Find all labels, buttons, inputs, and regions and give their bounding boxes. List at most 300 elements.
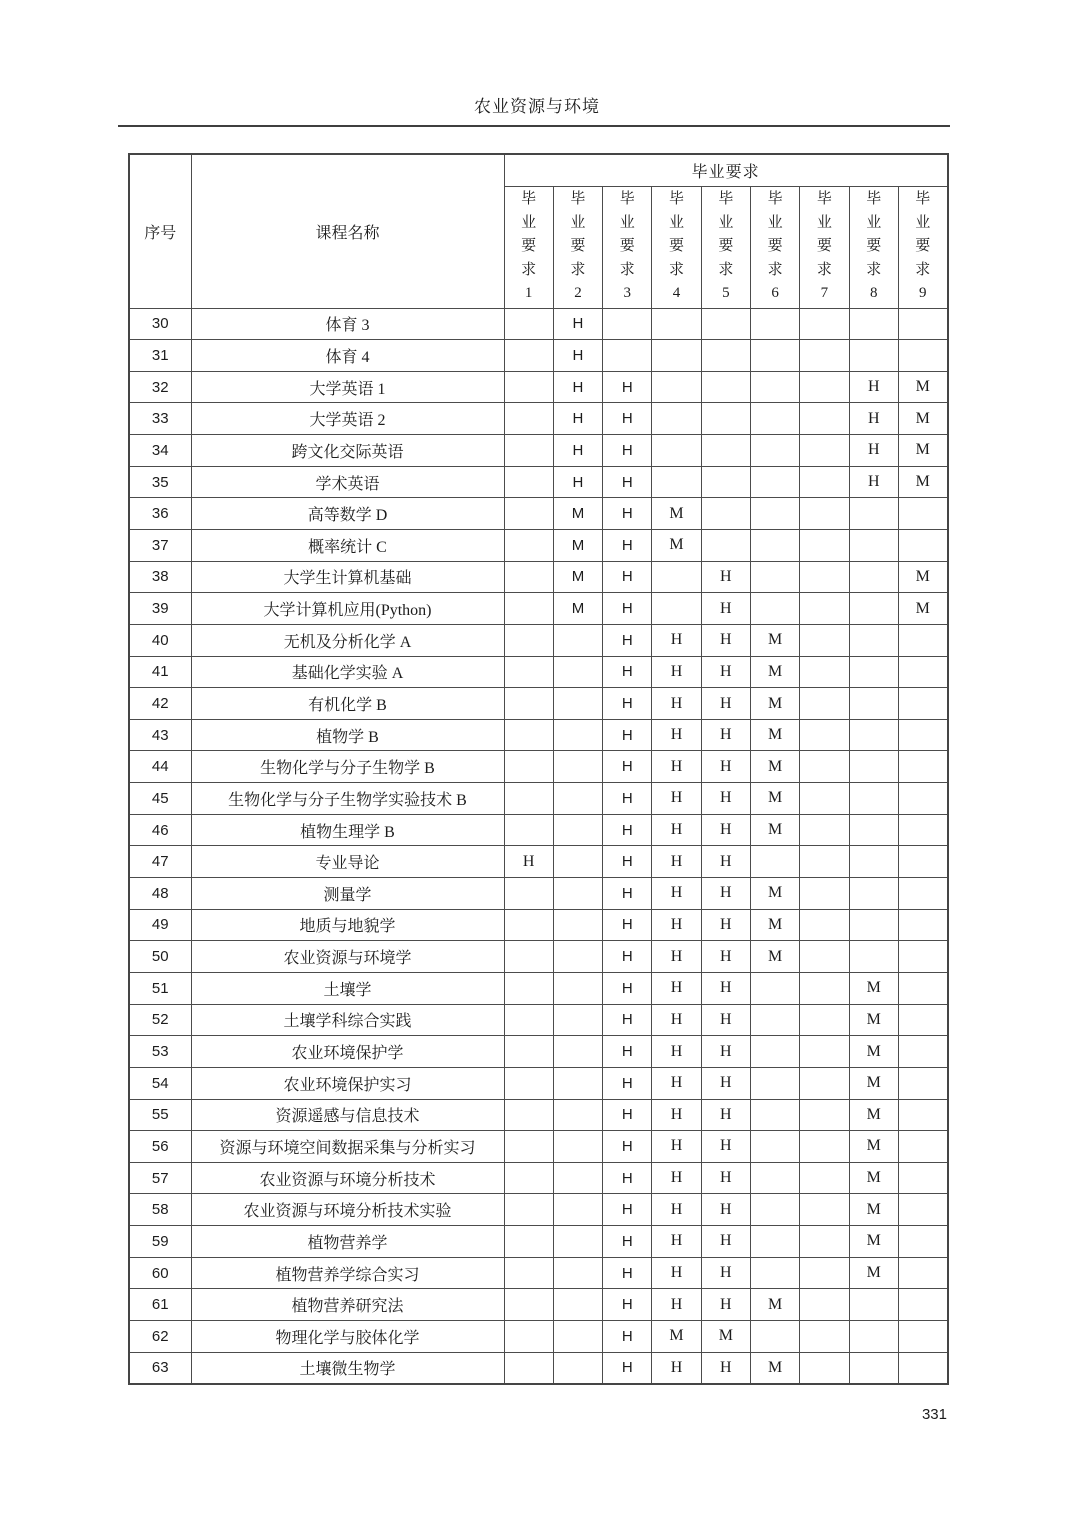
req-1-mark bbox=[504, 909, 553, 941]
req-2-mark: H bbox=[553, 308, 602, 340]
req-9-mark bbox=[898, 1194, 947, 1226]
req-7-mark bbox=[800, 972, 849, 1004]
req-3-mark: H bbox=[603, 688, 652, 720]
req-4-mark bbox=[652, 561, 701, 593]
req-5-mark: H bbox=[701, 561, 750, 593]
table-row bbox=[129, 1352, 948, 1384]
req-9-mark: M bbox=[898, 403, 947, 435]
table-row bbox=[129, 1162, 948, 1194]
req-8-mark bbox=[849, 561, 898, 593]
req-4-mark: H bbox=[652, 656, 701, 688]
table-row bbox=[129, 403, 948, 435]
course-name: 植物营养学 bbox=[191, 1226, 504, 1258]
req-6-mark: M bbox=[750, 656, 799, 688]
column-header-req-2 bbox=[553, 186, 602, 308]
req-7-mark bbox=[800, 909, 849, 941]
req-9-mark bbox=[898, 1289, 947, 1321]
req-3-mark: H bbox=[603, 466, 652, 498]
req-3-mark: H bbox=[603, 814, 652, 846]
table-row bbox=[129, 371, 948, 403]
req-6-mark bbox=[750, 1257, 799, 1289]
req-3-mark: H bbox=[603, 1352, 652, 1384]
req-8-mark bbox=[849, 751, 898, 783]
course-name: 有机化学 B bbox=[191, 688, 504, 720]
table-row bbox=[129, 1321, 948, 1353]
req-5-mark: H bbox=[701, 1067, 750, 1099]
req-6-mark: M bbox=[750, 751, 799, 783]
req-4-mark bbox=[652, 593, 701, 625]
req-2-mark bbox=[553, 719, 602, 751]
req-8-mark bbox=[849, 783, 898, 815]
table-header bbox=[129, 154, 948, 308]
req-4-mark: M bbox=[652, 1321, 701, 1353]
table-row bbox=[129, 340, 948, 372]
req-3-mark: H bbox=[603, 972, 652, 1004]
req-4-mark: H bbox=[652, 1194, 701, 1226]
course-name: 体育 3 bbox=[191, 308, 504, 340]
column-header-req-9 bbox=[898, 186, 947, 308]
req-3-mark: H bbox=[603, 1131, 652, 1163]
req-2-mark: M bbox=[553, 593, 602, 625]
table-row bbox=[129, 846, 948, 878]
req-8-mark: M bbox=[849, 1194, 898, 1226]
req-2-mark bbox=[553, 624, 602, 656]
req-9-mark bbox=[898, 846, 947, 878]
course-serial-number: 34 bbox=[129, 435, 191, 467]
req-4-mark: H bbox=[652, 688, 701, 720]
course-serial-number: 32 bbox=[129, 371, 191, 403]
req-8-mark: M bbox=[849, 1226, 898, 1258]
course-serial-number: 50 bbox=[129, 941, 191, 973]
req-3-mark: H bbox=[603, 561, 652, 593]
course-serial-number: 48 bbox=[129, 878, 191, 910]
req-2-mark bbox=[553, 783, 602, 815]
req-7-mark bbox=[800, 1289, 849, 1321]
req-1-mark bbox=[504, 529, 553, 561]
course-serial-number: 39 bbox=[129, 593, 191, 625]
req-6-mark bbox=[750, 1099, 799, 1131]
req-8-mark bbox=[849, 688, 898, 720]
req-8-mark bbox=[849, 529, 898, 561]
req-2-mark bbox=[553, 941, 602, 973]
req-4-mark: M bbox=[652, 529, 701, 561]
req-9-mark bbox=[898, 340, 947, 372]
req-7-mark bbox=[800, 814, 849, 846]
course-serial-number: 46 bbox=[129, 814, 191, 846]
req-1-mark bbox=[504, 403, 553, 435]
req-2-mark bbox=[553, 1131, 602, 1163]
course-name: 土壤学科综合实践 bbox=[191, 1004, 504, 1036]
req-8-mark: H bbox=[849, 371, 898, 403]
req-9-mark bbox=[898, 719, 947, 751]
req-6-mark bbox=[750, 403, 799, 435]
req-1-mark bbox=[504, 498, 553, 530]
req-8-mark bbox=[849, 719, 898, 751]
course-table-body bbox=[129, 308, 948, 1384]
column-header-course-name: 课程名称 bbox=[191, 154, 504, 308]
req-3-mark: H bbox=[603, 1162, 652, 1194]
table-row bbox=[129, 308, 948, 340]
table-row bbox=[129, 972, 948, 1004]
course-name: 农业资源与环境分析技术实验 bbox=[191, 1194, 504, 1226]
req-1-mark bbox=[504, 1257, 553, 1289]
req-5-mark: H bbox=[701, 878, 750, 910]
req-8-mark bbox=[849, 624, 898, 656]
req-8-mark bbox=[849, 498, 898, 530]
table-row bbox=[129, 909, 948, 941]
table-row bbox=[129, 624, 948, 656]
req-2-mark bbox=[553, 909, 602, 941]
course-name: 体育 4 bbox=[191, 340, 504, 372]
req-6-mark bbox=[750, 1067, 799, 1099]
req-6-mark: M bbox=[750, 941, 799, 973]
req-5-mark: H bbox=[701, 1289, 750, 1321]
course-name: 大学生计算机基础 bbox=[191, 561, 504, 593]
req-4-mark bbox=[652, 466, 701, 498]
course-name: 跨文化交际英语 bbox=[191, 435, 504, 467]
req-5-mark: H bbox=[701, 1226, 750, 1258]
req-6-mark: M bbox=[750, 1352, 799, 1384]
req-5-mark: H bbox=[701, 624, 750, 656]
req-8-mark bbox=[849, 340, 898, 372]
req-7-mark bbox=[800, 846, 849, 878]
req-8-mark: H bbox=[849, 403, 898, 435]
req-7-mark bbox=[800, 1036, 849, 1068]
req-8-mark: M bbox=[849, 1036, 898, 1068]
course-name: 学术英语 bbox=[191, 466, 504, 498]
req-9-mark bbox=[898, 529, 947, 561]
req-4-mark: H bbox=[652, 1226, 701, 1258]
course-name: 专业导论 bbox=[191, 846, 504, 878]
req-1-mark bbox=[504, 1036, 553, 1068]
req-5-mark bbox=[701, 529, 750, 561]
course-serial-number: 55 bbox=[129, 1099, 191, 1131]
req-8-mark: M bbox=[849, 1004, 898, 1036]
req-1-mark bbox=[504, 751, 553, 783]
course-serial-number: 51 bbox=[129, 972, 191, 1004]
req-3-mark: H bbox=[603, 624, 652, 656]
req-6-mark bbox=[750, 846, 799, 878]
course-name: 农业资源与环境分析技术 bbox=[191, 1162, 504, 1194]
req-2-mark bbox=[553, 1099, 602, 1131]
req-3-mark: H bbox=[603, 403, 652, 435]
req-1-mark bbox=[504, 1352, 553, 1384]
req-4-mark: H bbox=[652, 814, 701, 846]
course-name: 农业环境保护学 bbox=[191, 1036, 504, 1068]
req-7-mark bbox=[800, 403, 849, 435]
req-6-mark bbox=[750, 1004, 799, 1036]
req-2-mark bbox=[553, 688, 602, 720]
req-1-mark bbox=[504, 593, 553, 625]
req-7-mark bbox=[800, 656, 849, 688]
req-8-mark: M bbox=[849, 1099, 898, 1131]
course-name: 植物学 B bbox=[191, 719, 504, 751]
req-7-mark bbox=[800, 783, 849, 815]
course-serial-number: 30 bbox=[129, 308, 191, 340]
table-row bbox=[129, 1036, 948, 1068]
req-5-mark: H bbox=[701, 972, 750, 1004]
req-8-mark: M bbox=[849, 1131, 898, 1163]
req-1-mark bbox=[504, 719, 553, 751]
req-9-mark bbox=[898, 878, 947, 910]
req-3-mark: H bbox=[603, 1099, 652, 1131]
req-3-mark: H bbox=[603, 909, 652, 941]
table-row bbox=[129, 1257, 948, 1289]
req-6-mark bbox=[750, 1226, 799, 1258]
req-4-mark: H bbox=[652, 941, 701, 973]
req-8-mark bbox=[849, 878, 898, 910]
course-name: 测量学 bbox=[191, 878, 504, 910]
course-serial-number: 40 bbox=[129, 624, 191, 656]
req-5-mark bbox=[701, 403, 750, 435]
req-6-mark bbox=[750, 435, 799, 467]
req-6-mark bbox=[750, 1321, 799, 1353]
req-2-mark bbox=[553, 1289, 602, 1321]
req-2-mark bbox=[553, 751, 602, 783]
req-2-mark: H bbox=[553, 466, 602, 498]
req-8-mark bbox=[849, 656, 898, 688]
req-9-mark: M bbox=[898, 466, 947, 498]
req-5-mark: H bbox=[701, 846, 750, 878]
req-1-mark bbox=[504, 1162, 553, 1194]
req-1-mark bbox=[504, 1226, 553, 1258]
req-4-mark: H bbox=[652, 719, 701, 751]
req-2-label: 毕业要求2 bbox=[570, 191, 586, 302]
curriculum-requirements-table bbox=[128, 153, 949, 1385]
req-5-mark: H bbox=[701, 1004, 750, 1036]
column-header-serial: 序号 bbox=[129, 154, 191, 308]
req-2-mark bbox=[553, 1226, 602, 1258]
req-1-mark bbox=[504, 878, 553, 910]
req-9-mark bbox=[898, 1321, 947, 1353]
req-9-mark bbox=[898, 783, 947, 815]
course-name: 资源遥感与信息技术 bbox=[191, 1099, 504, 1131]
req-3-mark: H bbox=[603, 1036, 652, 1068]
req-8-mark: H bbox=[849, 435, 898, 467]
course-serial-number: 49 bbox=[129, 909, 191, 941]
req-4-mark: H bbox=[652, 1289, 701, 1321]
req-2-mark bbox=[553, 1004, 602, 1036]
req-1-mark bbox=[504, 435, 553, 467]
course-serial-number: 62 bbox=[129, 1321, 191, 1353]
req-4-label: 毕业要求4 bbox=[669, 191, 685, 302]
req-6-mark: M bbox=[750, 783, 799, 815]
req-6-mark bbox=[750, 466, 799, 498]
course-name: 土壤学 bbox=[191, 972, 504, 1004]
req-3-mark: H bbox=[603, 751, 652, 783]
title-divider-rule bbox=[118, 125, 950, 127]
req-2-mark: M bbox=[553, 529, 602, 561]
req-6-mark bbox=[750, 340, 799, 372]
req-7-mark bbox=[800, 751, 849, 783]
req-7-mark bbox=[800, 624, 849, 656]
req-7-mark bbox=[800, 1257, 849, 1289]
req-9-mark bbox=[898, 941, 947, 973]
table-row bbox=[129, 656, 948, 688]
req-7-mark bbox=[800, 1099, 849, 1131]
req-3-mark bbox=[603, 308, 652, 340]
req-2-mark bbox=[553, 814, 602, 846]
table-row bbox=[129, 1289, 948, 1321]
req-6-mark bbox=[750, 498, 799, 530]
page-title: 农业资源与环境 bbox=[474, 97, 600, 116]
req-2-mark: M bbox=[553, 561, 602, 593]
course-serial-number: 54 bbox=[129, 1067, 191, 1099]
req-4-mark: H bbox=[652, 1162, 701, 1194]
req-1-mark bbox=[504, 371, 553, 403]
req-9-mark bbox=[898, 1352, 947, 1384]
table-row bbox=[129, 688, 948, 720]
course-serial-number: 58 bbox=[129, 1194, 191, 1226]
course-serial-number: 59 bbox=[129, 1226, 191, 1258]
req-9-mark bbox=[898, 1067, 947, 1099]
req-7-mark bbox=[800, 1004, 849, 1036]
req-8-mark: M bbox=[849, 1162, 898, 1194]
req-4-mark bbox=[652, 403, 701, 435]
req-8-label: 毕业要求8 bbox=[866, 191, 882, 302]
req-5-label: 毕业要求5 bbox=[718, 191, 734, 302]
req-1-mark bbox=[504, 1289, 553, 1321]
req-3-label: 毕业要求3 bbox=[619, 191, 635, 302]
req-1-mark bbox=[504, 624, 553, 656]
table-row bbox=[129, 561, 948, 593]
req-2-mark bbox=[553, 846, 602, 878]
column-header-req-3 bbox=[603, 186, 652, 308]
req-4-mark: H bbox=[652, 1352, 701, 1384]
req-8-mark bbox=[849, 1321, 898, 1353]
req-7-mark bbox=[800, 688, 849, 720]
table-row bbox=[129, 529, 948, 561]
req-2-mark bbox=[553, 878, 602, 910]
table-row bbox=[129, 498, 948, 530]
req-3-mark: H bbox=[603, 656, 652, 688]
req-1-mark bbox=[504, 688, 553, 720]
req-3-mark: H bbox=[603, 435, 652, 467]
req-3-mark: H bbox=[603, 846, 652, 878]
req-3-mark: H bbox=[603, 1321, 652, 1353]
req-4-mark: H bbox=[652, 751, 701, 783]
course-name: 资源与环境空间数据采集与分析实习 bbox=[191, 1131, 504, 1163]
req-8-mark bbox=[849, 814, 898, 846]
req-1-mark bbox=[504, 561, 553, 593]
req-9-mark: M bbox=[898, 371, 947, 403]
req-2-mark bbox=[553, 1194, 602, 1226]
req-5-mark: H bbox=[701, 814, 750, 846]
req-6-mark bbox=[750, 1194, 799, 1226]
course-name: 基础化学实验 A bbox=[191, 656, 504, 688]
page-number: 331 bbox=[921, 1406, 947, 1423]
req-1-label: 毕业要求1 bbox=[521, 191, 537, 302]
course-serial-number: 37 bbox=[129, 529, 191, 561]
req-5-mark bbox=[701, 308, 750, 340]
course-name: 概率统计 C bbox=[191, 529, 504, 561]
req-7-mark bbox=[800, 1131, 849, 1163]
req-2-mark bbox=[553, 972, 602, 1004]
req-1-mark bbox=[504, 1099, 553, 1131]
req-4-mark bbox=[652, 340, 701, 372]
req-6-mark: M bbox=[750, 1289, 799, 1321]
req-9-mark bbox=[898, 1131, 947, 1163]
req-3-mark: H bbox=[603, 371, 652, 403]
req-7-mark bbox=[800, 435, 849, 467]
course-name: 物理化学与胶体化学 bbox=[191, 1321, 504, 1353]
column-header-req-8 bbox=[849, 186, 898, 308]
req-7-mark bbox=[800, 1067, 849, 1099]
req-1-mark bbox=[504, 972, 553, 1004]
req-9-mark bbox=[898, 624, 947, 656]
req-1-mark: H bbox=[504, 846, 553, 878]
req-2-mark: H bbox=[553, 435, 602, 467]
req-5-mark: H bbox=[701, 656, 750, 688]
req-3-mark: H bbox=[603, 1067, 652, 1099]
req-5-mark: H bbox=[701, 593, 750, 625]
req-7-mark bbox=[800, 498, 849, 530]
req-5-mark bbox=[701, 498, 750, 530]
table-row bbox=[129, 466, 948, 498]
table-row bbox=[129, 1099, 948, 1131]
req-5-mark: H bbox=[701, 1194, 750, 1226]
req-9-mark bbox=[898, 498, 947, 530]
req-5-mark: H bbox=[701, 719, 750, 751]
table-row bbox=[129, 751, 948, 783]
course-serial-number: 63 bbox=[129, 1352, 191, 1384]
course-name: 农业环境保护实习 bbox=[191, 1067, 504, 1099]
req-6-mark bbox=[750, 561, 799, 593]
req-4-mark: H bbox=[652, 1036, 701, 1068]
req-5-mark bbox=[701, 435, 750, 467]
course-serial-number: 57 bbox=[129, 1162, 191, 1194]
req-5-mark bbox=[701, 340, 750, 372]
course-serial-number: 61 bbox=[129, 1289, 191, 1321]
course-serial-number: 43 bbox=[129, 719, 191, 751]
course-serial-number: 56 bbox=[129, 1131, 191, 1163]
req-6-mark bbox=[750, 308, 799, 340]
req-7-mark bbox=[800, 878, 849, 910]
req-5-mark bbox=[701, 466, 750, 498]
req-3-mark: H bbox=[603, 941, 652, 973]
course-serial-number: 36 bbox=[129, 498, 191, 530]
req-8-mark bbox=[849, 846, 898, 878]
req-7-mark bbox=[800, 1162, 849, 1194]
req-6-mark: M bbox=[750, 878, 799, 910]
req-3-mark bbox=[603, 340, 652, 372]
req-6-mark bbox=[750, 1162, 799, 1194]
req-1-mark bbox=[504, 308, 553, 340]
column-header-req-1 bbox=[504, 186, 553, 308]
req-8-mark bbox=[849, 909, 898, 941]
req-1-mark bbox=[504, 1131, 553, 1163]
req-4-mark: H bbox=[652, 1004, 701, 1036]
req-9-mark bbox=[898, 751, 947, 783]
req-7-mark bbox=[800, 466, 849, 498]
table-row bbox=[129, 814, 948, 846]
req-6-label: 毕业要求6 bbox=[767, 191, 783, 302]
req-9-mark: M bbox=[898, 435, 947, 467]
req-6-mark bbox=[750, 1131, 799, 1163]
course-serial-number: 33 bbox=[129, 403, 191, 435]
req-9-mark: M bbox=[898, 561, 947, 593]
req-8-mark: M bbox=[849, 972, 898, 1004]
req-8-mark: M bbox=[849, 1067, 898, 1099]
column-header-req-5 bbox=[701, 186, 750, 308]
req-2-mark bbox=[553, 1257, 602, 1289]
req-1-mark bbox=[504, 1194, 553, 1226]
req-7-mark bbox=[800, 941, 849, 973]
table-row bbox=[129, 1131, 948, 1163]
req-9-mark bbox=[898, 1099, 947, 1131]
req-9-mark bbox=[898, 1257, 947, 1289]
req-7-label: 毕业要求7 bbox=[816, 191, 832, 302]
